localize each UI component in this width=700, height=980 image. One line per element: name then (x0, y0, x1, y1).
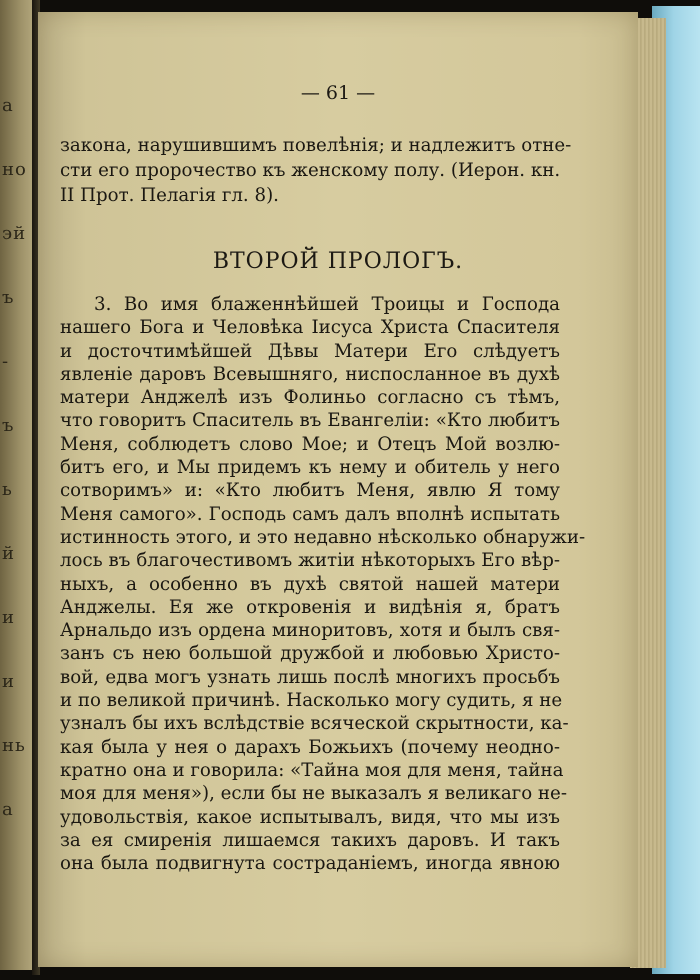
text-line: удовольствія, какое испытывалъ, видя, что мы изъ (60, 806, 560, 828)
text-line: и досточтимѣйшей Дѣвы Матери Его слѣдуетъ (60, 340, 560, 362)
left-page-fragment: эй (2, 223, 27, 244)
text-line: кратно она и говорила: «Тайна моя для меня, тайна (60, 759, 564, 781)
left-page-fragment: - (2, 351, 10, 372)
text-line: занъ съ нею большой дружбой и любовью Христо- (60, 643, 560, 665)
text-line: ныхъ, а особенно въ духѣ святой нашей матери (60, 573, 560, 595)
text-line: лось въ благочестивомъ житіи нѣкоторыхъ Его вѣр- (60, 550, 560, 572)
left-page-fragment: а (2, 799, 14, 820)
text-line: Арнальдо изъ ордена миноритовъ, хотя и былъ свя- (60, 620, 560, 642)
section-heading: ВТОРОЙ ПРОЛОГЪ. (212, 249, 464, 274)
text-line: битъ его, и Мы придемъ къ нему и обитель у него (60, 457, 560, 479)
text-line: что говоритъ Спаситель въ Евангеліи: «Кто любитъ (60, 410, 560, 432)
text-line: II Прот. Пелагія гл. 8). (60, 185, 279, 206)
text-line: сотворимъ» и: «Кто любитъ Меня, явлю Я тому (60, 480, 560, 502)
text-line: истинность этого, и это недавно нѣсколько обнаружи- (60, 526, 586, 548)
left-page-edge (0, 0, 34, 970)
paragraph-text (60, 293, 586, 875)
left-page-fragment: ъ (2, 287, 15, 308)
text-line: Анджелы. Ея же откровенія и видѣнія я, братъ (60, 596, 560, 618)
text-line: за ея смиренія лишаемся такихъ даровъ. И такъ (60, 829, 560, 851)
left-page-fragment: й (2, 543, 15, 564)
text-line: Меня, соблюдетъ слово Мое; и Отецъ Мой возлю- (60, 433, 560, 455)
text-line: закона, нарушившимъ повелѣнія; и надлежитъ отне- (60, 135, 572, 156)
text-line: кая была у нея о дарахъ Божьихъ (почему неодно- (60, 736, 560, 758)
left-page-fragment: ъ (2, 415, 15, 436)
left-page-fragment: но (2, 159, 27, 180)
text-line: узналъ бы ихъ вслѣдствіе всяческой скрытности, ка- (60, 713, 569, 735)
text-line: Меня самого». Господь самъ далъ вполнѣ испытать (60, 503, 560, 525)
text-line: нашего Бога и Человѣка Іисуса Христа Спасителя (60, 317, 560, 339)
text-line: матери Анджелѣ изъ Фолиньо согласно съ тѣмъ, (60, 387, 560, 409)
left-page-fragment: и (2, 607, 15, 628)
text-line: явленіе даровъ Всевышняго, ниспосланное въ духѣ (60, 363, 560, 385)
text-line: моя для меня»), если бы не выказалъ я великаго не- (60, 783, 567, 805)
text-line: 3. Во имя блаженнѣйшей Троицы и Господа (94, 294, 560, 315)
intro-text (60, 133, 572, 208)
left-page-fragment: и (2, 671, 15, 692)
page-number: — 61 — (300, 82, 376, 104)
left-page-fragment: ь (2, 479, 13, 500)
left-page-fragment: а (2, 95, 14, 116)
left-page-fragment: нь (2, 735, 26, 756)
book-page (38, 12, 638, 967)
text-line: вой, едва могъ узнать лишь послѣ многихъ просьбъ (60, 666, 560, 688)
text-line: она была подвигнута состраданіемъ, иногда явною (60, 853, 560, 875)
text-line: сти его пророчество къ женскому полу. (Иерон. кн. (60, 160, 561, 181)
text-line: и по великой причинѣ. Насколько могу судить, я не (60, 690, 563, 712)
